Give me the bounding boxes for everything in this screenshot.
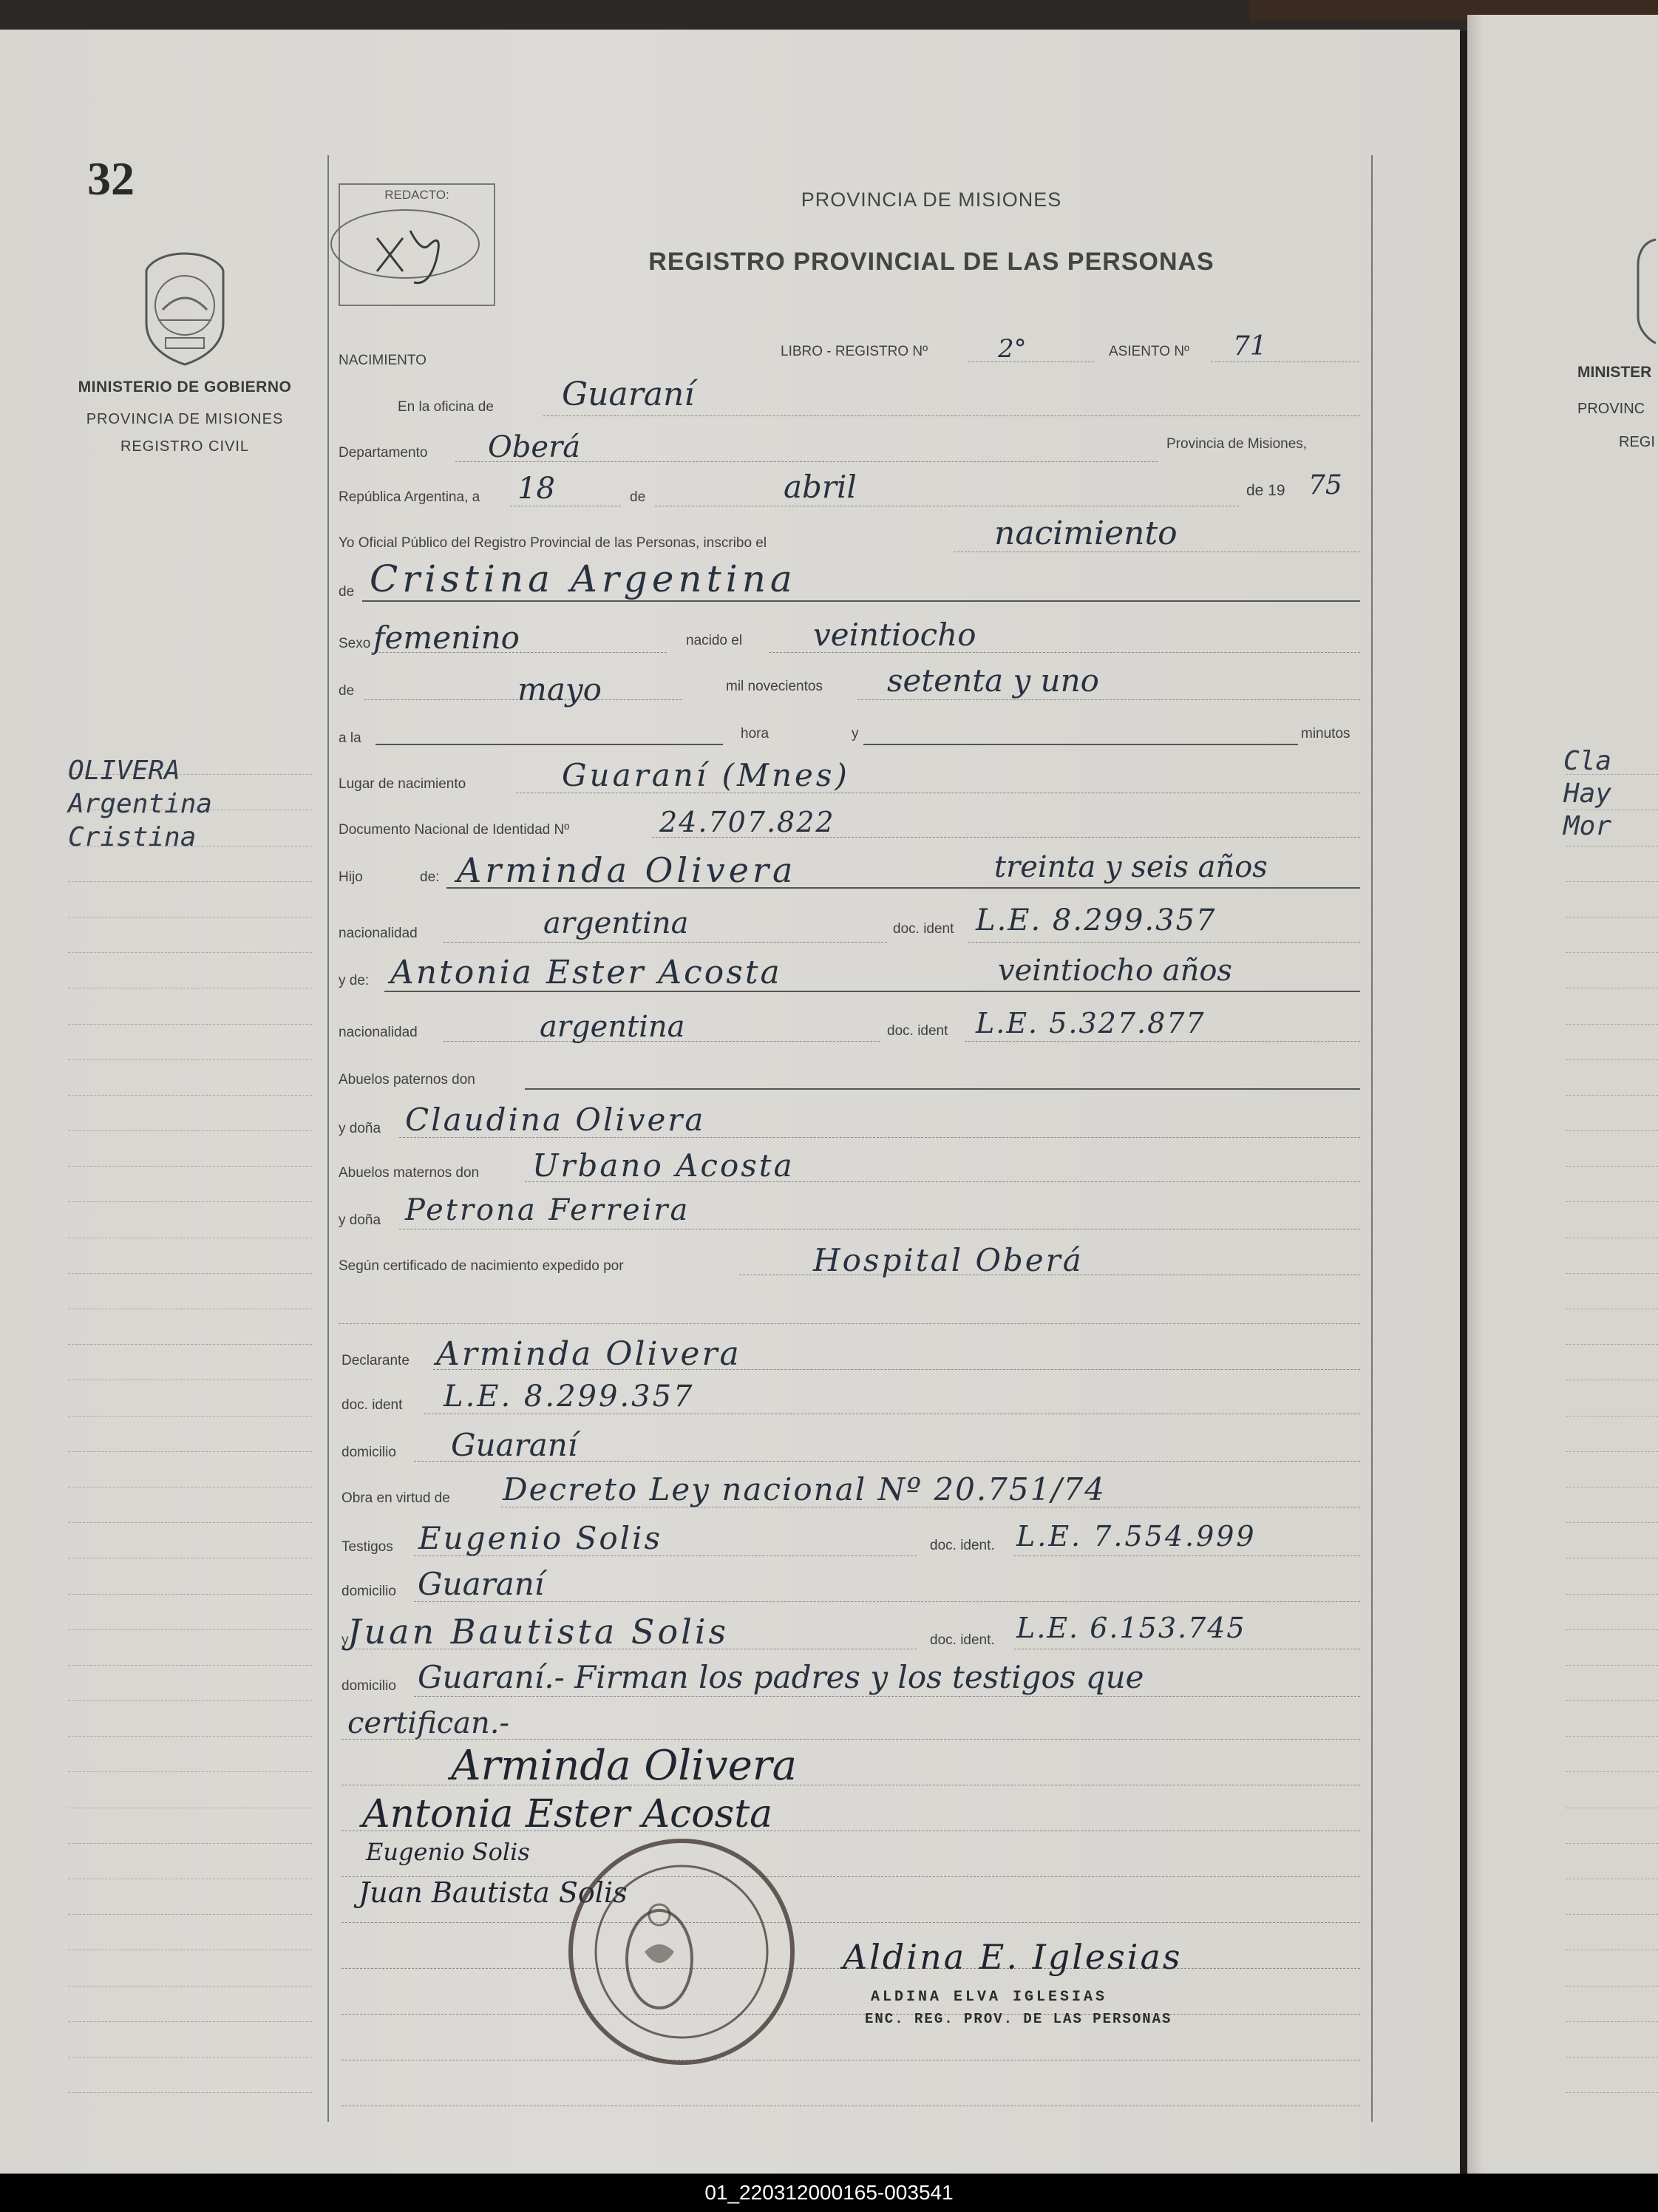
right-note-line: Mor: [1563, 811, 1612, 841]
a-la-line: [376, 744, 723, 745]
declarante-label: Declarante: [342, 1353, 410, 1368]
asiento-value: 71: [1233, 331, 1267, 362]
madre-label: y de:: [339, 973, 370, 988]
testigo2-dom-value: Guaraní.- Firman los padres y los testigos que: [418, 1659, 1144, 1695]
decl-doc-value: L.E. 8.299.357: [444, 1380, 695, 1414]
margin-annotation-line: Argentina: [68, 789, 213, 819]
margin-annotation: [68, 754, 212, 854]
lugar-label: Lugar de nacimiento: [339, 776, 466, 792]
right-ministry-line2: PROVINC: [1577, 401, 1645, 417]
testigo2-dom-value2: certifican.-: [347, 1706, 509, 1740]
nombre-line: [362, 600, 1360, 602]
testigo2-doc-label: doc. ident.: [930, 1632, 995, 1648]
madre-doc-line: [965, 1041, 1360, 1042]
decl-domicilio-label: domicilio: [342, 1445, 396, 1460]
nacido-label: nacido el: [686, 633, 743, 648]
ministry-line3: REGISTRO CIVIL: [120, 438, 250, 455]
minutos-line: [863, 744, 1298, 745]
blank-line: [339, 1323, 1360, 1324]
departamento-label: Departamento: [339, 445, 428, 461]
republica-label: República Argentina, a: [339, 489, 480, 505]
testigo1-dom-value: Guaraní: [418, 1566, 545, 1602]
ministry-line1: MINISTERIO DE GOBIERNO: [78, 379, 292, 396]
a-la-label: a la: [339, 730, 361, 746]
provincia-label: Provincia de Misiones,: [1166, 436, 1308, 452]
footer-id: 01_220312000165-003541: [0, 2174, 1658, 2212]
testigo2-doc-value: L.E. 6.153.745: [1016, 1612, 1246, 1644]
madre-nac-label: nacionalidad: [339, 1025, 418, 1040]
record-type-label: NACIMIENTO: [339, 353, 427, 368]
right-ministry-line1: MINISTER: [1577, 364, 1652, 381]
de2-label: de: [339, 683, 355, 699]
testigo2-value: Juan Bautista Solis: [347, 1612, 730, 1652]
signature-testigo1: Eugenio Solis: [366, 1838, 530, 1866]
padre-edad: treinta y seis años: [994, 850, 1268, 884]
right-ministry-block: [1577, 364, 1655, 451]
official-seal-stamp: [556, 1826, 807, 2070]
padre-doc-label: doc. ident: [893, 921, 954, 937]
signature-madre: Antonia Ester Acosta: [362, 1792, 773, 1836]
sexo-value: femenino: [373, 620, 520, 656]
abuela-mat-label: y doña: [339, 1212, 381, 1228]
sexo-label: Sexo: [339, 636, 371, 651]
right-margin-ruled-lines: [1566, 739, 1658, 2107]
right-margin-annotation: [1563, 745, 1611, 843]
decl-doc-label: doc. ident: [342, 1397, 403, 1413]
page-gutter: [1467, 15, 1484, 2174]
abuelo-pat-line: [525, 1088, 1360, 1090]
redacto-label: REDACTO:: [384, 188, 449, 202]
province-header: PROVINCIA DE MISIONES: [801, 189, 1062, 211]
abuela-pat-value: Claudina Olivera: [405, 1102, 706, 1138]
madre-doc-label: doc. ident: [887, 1023, 948, 1039]
certificado-label: Según certificado de nacimiento expedido por: [339, 1258, 624, 1274]
book-top-edge: [0, 0, 1658, 31]
dia-value: 18: [517, 472, 555, 506]
official-signature: Aldina E. Iglesias: [843, 1937, 1183, 1977]
asiento-label: ASIENTO Nº: [1109, 344, 1189, 359]
redacto-box: [339, 183, 495, 306]
hijo-label: Hijo: [339, 869, 363, 885]
oficial-label: Yo Oficial Público del Registro Provincial de las Personas, inscribo el: [339, 535, 767, 551]
ministry-line2: PROVINCIA DE MISIONES: [86, 411, 284, 427]
official-stamp-title: ENC. REG. PROV. DE LAS PERSONAS: [865, 2011, 1172, 2027]
right-note-line: Cla: [1563, 746, 1612, 776]
dia-letras-value: veintiocho: [813, 617, 976, 653]
margin-annotation-line: Cristina: [68, 822, 197, 852]
registry-title: REGISTRO PROVINCIAL DE LAS PERSONAS: [648, 248, 1214, 276]
sig-line: [342, 1922, 1360, 1923]
signature-testigo2: Juan Bautista Solis: [359, 1876, 628, 1909]
abuela-mat-value: Petrona Ferreira: [405, 1193, 690, 1227]
right-ministry-line3: REGI: [1619, 434, 1655, 450]
nombre-de-label: de: [339, 584, 355, 600]
signature-padre: Arminda Olivera: [451, 1742, 797, 1790]
testigo1-doc-value: L.E. 7.554.999: [1016, 1520, 1257, 1553]
libro-label: LIBRO - REGISTRO Nº: [781, 344, 928, 359]
mes-value: abril: [784, 469, 857, 505]
acto-value: nacimiento: [994, 515, 1178, 552]
decl-domicilio-value: Guaraní: [451, 1427, 578, 1463]
anio-letras-line: [857, 699, 1360, 700]
testigo1-doc-label: doc. ident.: [930, 1538, 995, 1553]
testigo1-doc-line: [1014, 1555, 1360, 1556]
dni-value: 24.707.822: [659, 806, 835, 838]
libro-value: 2°: [998, 334, 1027, 364]
dni-label: Documento Nacional de Identidad Nº: [339, 822, 570, 838]
testigo2-y-label: y: [342, 1632, 349, 1648]
padre-doc-line: [968, 942, 1360, 943]
obra-value: Decreto Ley nacional Nº 20.751/74: [503, 1471, 1106, 1507]
oficina-line: [543, 415, 1360, 416]
obra-label: Obra en virtud de: [342, 1490, 450, 1506]
padre-nac-value: argentina: [543, 906, 689, 940]
hijo-suffix: de:: [420, 869, 440, 885]
right-note-line: Hay: [1563, 778, 1612, 809]
redacto-initials: [318, 201, 510, 305]
certificado-value: Hospital Oberá: [813, 1242, 1084, 1278]
coat-of-arms-icon: [136, 249, 234, 367]
abuelos-mat-label: Abuelos maternos don: [339, 1165, 480, 1181]
oficina-label: En la oficina de: [398, 399, 494, 415]
anio-label: de 19: [1246, 482, 1285, 499]
minutos-label: minutos: [1301, 726, 1350, 742]
madre-nac-value: argentina: [540, 1010, 685, 1044]
padre-value: Arminda Olivera: [457, 850, 797, 890]
margin-ruled-lines: [68, 739, 312, 2107]
hora-label: hora: [741, 726, 769, 742]
testigo1-dom-line: [414, 1601, 1360, 1602]
testigo1-value: Eugenio Solis: [418, 1520, 663, 1556]
departamento-value: Oberá: [488, 430, 581, 464]
page-number: 32: [87, 152, 135, 205]
testigos-label: Testigos: [342, 1539, 393, 1555]
testigo2-dom-label: domicilio: [342, 1678, 396, 1694]
mil-label: mil novecientos: [726, 679, 823, 694]
margin-annotation-line: OLIVERA: [68, 756, 180, 786]
de-label: de: [630, 489, 646, 505]
madre-edad: veintiocho años: [998, 954, 1232, 988]
abuela-pat-label: y doña: [339, 1121, 381, 1136]
padre-doc-value: L.E. 8.299.357: [976, 903, 1217, 937]
abuelo-mat-value: Urbano Acosta: [532, 1147, 795, 1184]
ministry-block: [44, 379, 325, 455]
mes2-value: mayo: [517, 671, 602, 708]
padre-nac-line: [444, 942, 887, 943]
testigo2-dom-line: [414, 1696, 1360, 1697]
testigo1-dom-label: domicilio: [342, 1584, 396, 1599]
anio-letras-value: setenta y uno: [887, 662, 1099, 699]
nombre-value: Cristina Argentina: [370, 557, 797, 600]
sig-line: [342, 2014, 1360, 2015]
official-stamp-name: ALDINA ELVA IGLESIAS: [871, 1989, 1108, 2006]
madre-doc-value: L.E. 5.327.877: [976, 1007, 1206, 1039]
anio-value: 75: [1308, 470, 1342, 501]
abuelos-pat-label: Abuelos paternos don: [339, 1072, 475, 1088]
lugar-value: Guaraní (Mnes): [562, 757, 850, 793]
declarante-value: Arminda Olivera: [436, 1335, 741, 1373]
padre-nac-label: nacionalidad: [339, 926, 418, 941]
coat-of-arms-icon: [1634, 235, 1658, 346]
oficina-value: Guaraní: [562, 376, 695, 413]
madre-value: Antonia Ester Acosta: [390, 954, 782, 991]
y-label: y: [852, 726, 859, 742]
